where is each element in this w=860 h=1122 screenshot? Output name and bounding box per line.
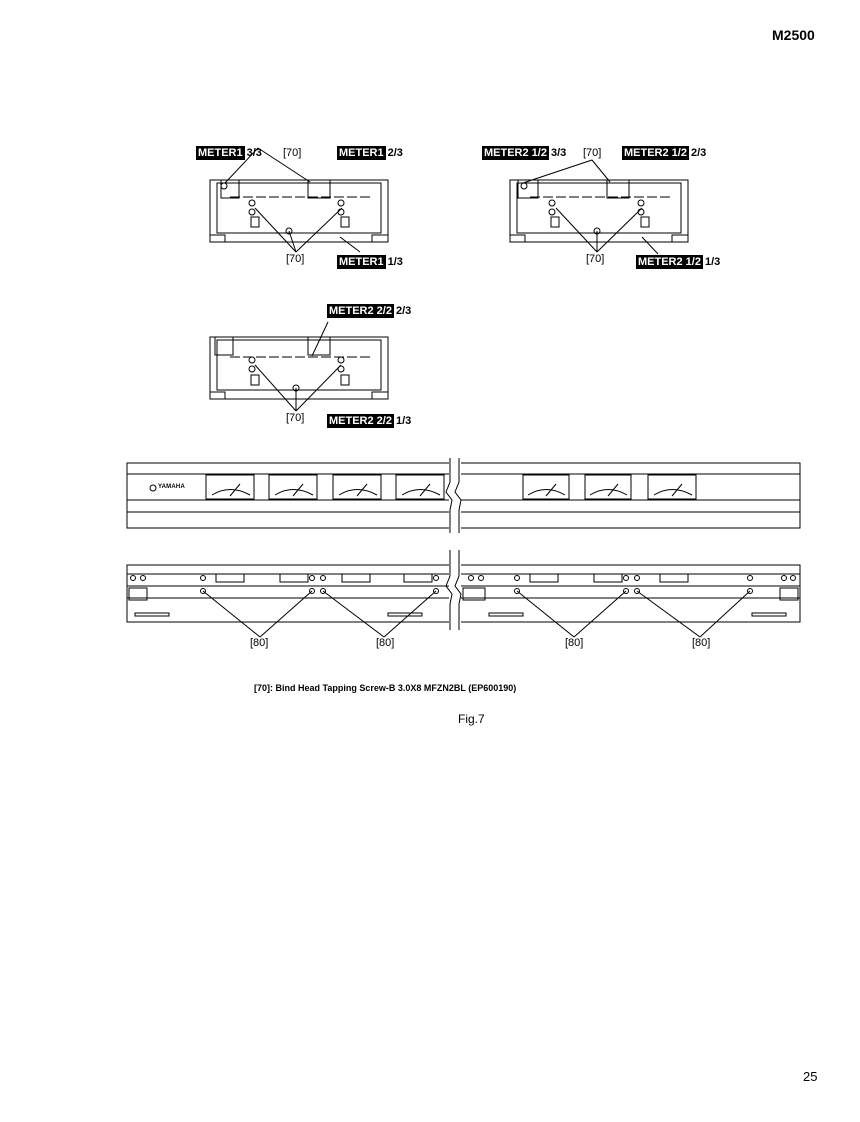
rear-ref-1: [80] <box>250 637 269 649</box>
meter2-22-unit-drawing <box>210 322 388 411</box>
meter2-12-label-1of3: METER2 1/2 1/3 <box>638 256 721 268</box>
rear-ref-3: [80] <box>565 637 584 649</box>
rear-ref-4: [80] <box>692 637 711 649</box>
model-name: M2500 <box>772 27 815 43</box>
meter2-12-label-2of3: METER2 1/2 2/3 <box>624 147 707 159</box>
rear-strip <box>127 550 800 637</box>
meter1-label-2of3: METER1 2/3 <box>339 147 403 159</box>
meter2-12-ref-top: [70] <box>583 147 602 159</box>
front-panel-strip <box>127 458 800 533</box>
meter1-label-3of3: METER1 3/3 <box>198 147 262 159</box>
meter2-12-unit-drawing <box>510 160 688 254</box>
figure-caption: Fig.7 <box>458 712 485 726</box>
meter1-label-1of3: METER1 1/3 <box>339 256 403 268</box>
meter2-12-ref-bottom: [70] <box>586 253 605 265</box>
meter1-ref-top: [70] <box>283 147 302 159</box>
meter2-22-label-1of3: METER2 2/2 1/3 <box>329 415 412 427</box>
meter2-22-label-2of3: METER2 2/2 2/3 <box>329 305 412 317</box>
rear-ref-2: [80] <box>376 637 395 649</box>
meter1-ref-bottom: [70] <box>286 253 305 265</box>
meter2-22-ref-bottom: [70] <box>286 412 305 424</box>
meter2-12-label-3of3: METER2 1/2 3/3 <box>484 147 567 159</box>
brand-logo-text: YAMAHA <box>158 484 185 490</box>
page-number: 25 <box>803 1069 818 1084</box>
screw-note: [70]: Bind Head Tapping Screw-B 3.0X8 MFZN2BL (EP600190) <box>254 683 517 693</box>
meter1-unit-drawing <box>210 148 388 252</box>
